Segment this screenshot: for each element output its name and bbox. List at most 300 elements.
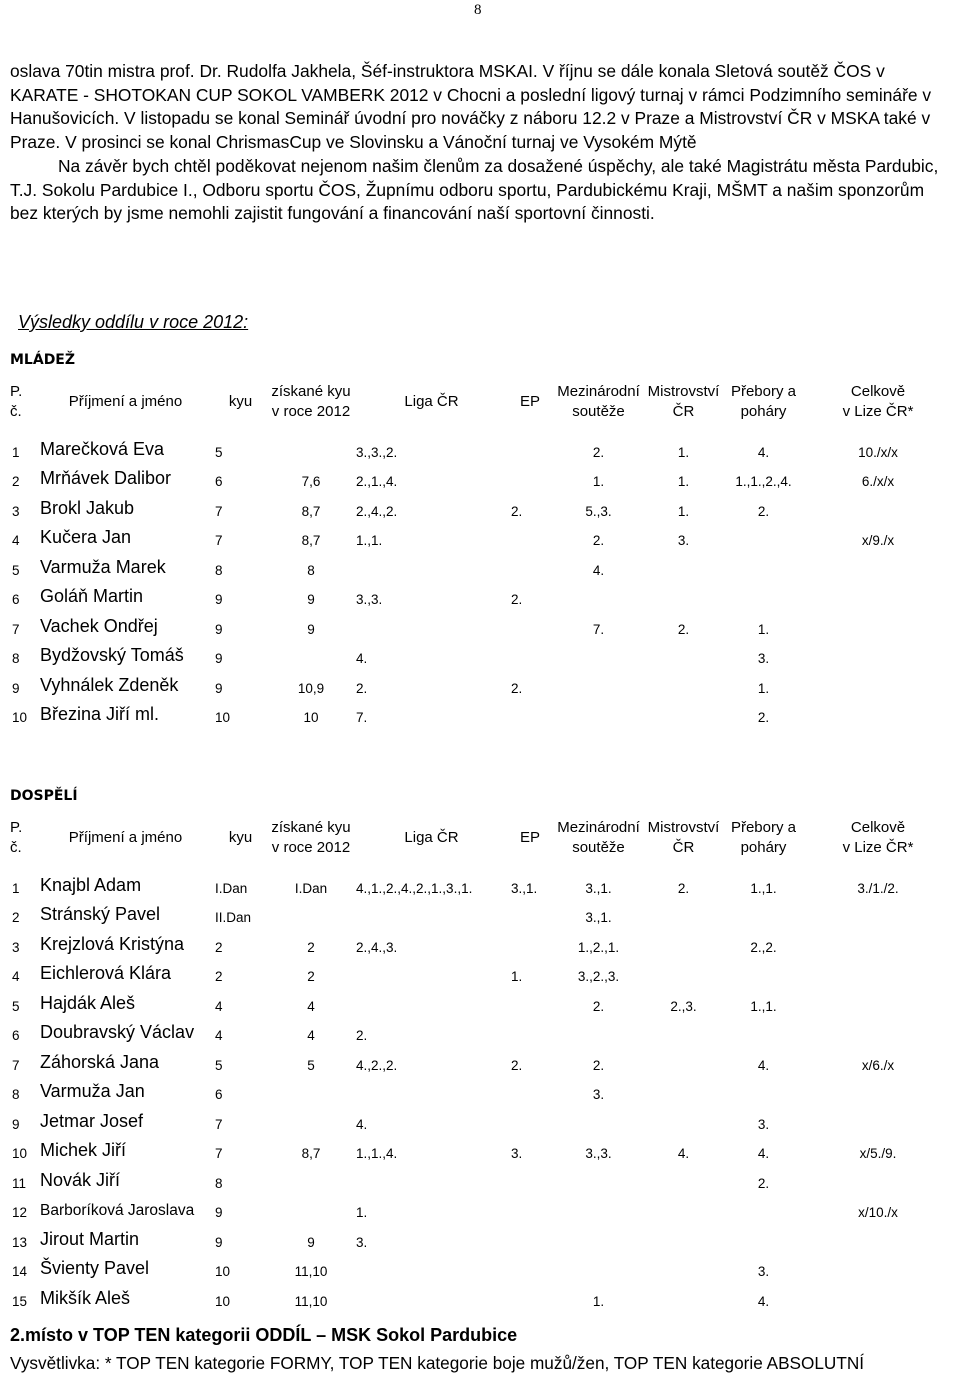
col-header-line-1: Mezinárodní [557, 383, 640, 400]
cell-mistrovstvi [646, 1191, 721, 1221]
cell-cislo: 14 [12, 1264, 28, 1279]
table-row [10, 1014, 950, 1044]
cell-mezinarodni: 2. [592, 998, 605, 1014]
table-row [10, 1073, 950, 1103]
col-header-mezinarodni [551, 810, 646, 866]
cell-kyu: 6 [215, 474, 223, 489]
cell-jmeno: Knajbl Adam [40, 874, 142, 895]
cell-ep [509, 430, 551, 460]
cell-celkove [806, 696, 950, 726]
cell-liga: 3.,3. [356, 592, 383, 607]
cell-celkove [806, 896, 950, 926]
cell-ziskane-kyu: 2 [307, 939, 315, 955]
cell-mistrovstvi [646, 578, 721, 608]
cell-celkove [806, 1250, 950, 1280]
cell-liga: 1. [356, 1205, 368, 1220]
cell-ziskane-kyu [268, 430, 354, 460]
cell-prebory: 1. [757, 621, 770, 637]
col-header-ep [509, 374, 551, 430]
cell-mistrovstvi: 1. [677, 474, 690, 489]
footnote: Vysvětlivka: * TOP TEN kategorie FORMY, TOP TEN kategorie boje mužů/žen, TOP TEN kategorie ABSOLUTNÍ [10, 1353, 865, 1373]
cell-celkove [806, 578, 950, 608]
col-header-cislo [10, 810, 38, 866]
col-header-line-1: Přebory a [730, 819, 797, 836]
col-header-line-1: Liga ČR [404, 393, 459, 410]
cell-celkove [806, 1102, 950, 1132]
cell-kyu: 7 [215, 503, 223, 519]
cell-mistrovstvi [646, 1279, 721, 1309]
intro-text [10, 60, 945, 226]
table-row [10, 1220, 950, 1250]
cell-celkove [806, 1073, 950, 1103]
cell-ziskane-kyu: 10 [303, 710, 319, 725]
cell-kyu: 9 [215, 1234, 223, 1250]
cell-ziskane-kyu: 11,10 [294, 1293, 328, 1309]
cell-prebory [721, 1073, 806, 1103]
cell-liga: 2.,1.,4. [356, 474, 398, 489]
cell-celkove [806, 1014, 950, 1044]
cell-jmeno: Marečková Eva [40, 438, 165, 459]
cell-mistrovstvi: 3. [677, 533, 690, 548]
cell-celkove: x/6./x [861, 1057, 895, 1073]
cell-jmeno: Jirout Martin [40, 1228, 140, 1249]
cell-mistrovstvi: 2. [677, 621, 690, 637]
cell-kyu: 5 [215, 444, 223, 460]
cell-mezinarodni: 1. [592, 474, 605, 489]
cell-ep [509, 925, 551, 955]
col-header-line-2: poháry [740, 403, 787, 420]
col-header-line-1: získané kyu [271, 383, 351, 400]
col-header-line-1: Mistrovství [647, 383, 720, 400]
cell-mezinarodni [551, 1191, 646, 1221]
cell-mezinarodni [551, 578, 646, 608]
cell-prebory: 1. [757, 680, 770, 696]
cell-ziskane-kyu: 9 [307, 621, 315, 637]
cell-ep [509, 548, 551, 578]
cell-prebory [721, 548, 806, 578]
table-row [10, 666, 950, 696]
cell-cislo: 4 [12, 533, 20, 548]
cell-liga: 4. [356, 1116, 368, 1132]
cell-liga: 2.,4.,2. [356, 503, 398, 519]
cell-jmeno: Vachek Ondřej [40, 615, 158, 636]
cell-mezinarodni [551, 637, 646, 667]
cell-ep [509, 1279, 551, 1309]
cell-cislo: 5 [12, 562, 20, 578]
cell-liga: 3.,3.,2. [356, 444, 398, 460]
cell-mistrovstvi [646, 696, 721, 726]
results-title: Výsledky oddílu v roce 2012: [18, 312, 249, 332]
cell-mezinarodni [551, 1220, 646, 1250]
cell-mezinarodni [551, 666, 646, 696]
col-header-line-1: Mezinárodní [557, 819, 640, 836]
cell-celkove [806, 1161, 950, 1191]
cell-mistrovstvi [646, 637, 721, 667]
cell-cislo: 10 [12, 1146, 28, 1161]
cell-mezinarodni: 3.,3. [585, 1146, 612, 1161]
cell-kyu: 5 [215, 1057, 223, 1073]
cell-mistrovstvi [646, 1014, 721, 1044]
cell-kyu: 2 [215, 939, 223, 955]
col-header-line-2: v roce 2012 [271, 403, 351, 420]
cell-mezinarodni: 5.,3. [585, 503, 612, 519]
cell-ziskane-kyu: 5 [307, 1057, 315, 1073]
cell-kyu: 9 [215, 592, 223, 607]
col-header-line-1: Příjmení a jméno [68, 393, 183, 410]
cell-ziskane-kyu [268, 896, 354, 926]
cell-jmeno: Vyhnálek Zdeněk [40, 674, 179, 695]
cell-liga [354, 955, 509, 985]
table-row [10, 607, 950, 637]
table-row [10, 896, 950, 926]
cell-cislo: 1 [12, 880, 20, 896]
cell-ep: 3.,1. [511, 880, 538, 896]
cell-cislo: 13 [12, 1234, 28, 1250]
cell-celkove [806, 666, 950, 696]
cell-cislo: 8 [12, 1087, 20, 1102]
cell-prebory: 4. [757, 1057, 770, 1073]
cell-jmeno: Mrňávek Dalibor [40, 468, 172, 488]
cell-ziskane-kyu: 8 [307, 562, 315, 578]
adults-results-table [10, 810, 950, 1309]
cell-cislo: 3 [12, 939, 20, 955]
cell-prebory [721, 955, 806, 985]
cell-celkove [806, 637, 950, 667]
col-header-line-1: získané kyu [271, 819, 351, 836]
table-row [10, 1043, 950, 1073]
table-row [10, 460, 950, 490]
cell-jmeno: Hajdák Aleš [40, 992, 136, 1013]
cell-cislo: 6 [12, 592, 20, 607]
cell-prebory: 4. [757, 1146, 770, 1161]
cell-mezinarodni: 3.,1. [585, 880, 612, 896]
cell-mezinarodni: 3.,2.,3. [577, 969, 620, 984]
cell-mezinarodni: 2. [592, 444, 605, 460]
cell-ep [509, 1014, 551, 1044]
cell-liga: 2.,4.,3. [356, 939, 398, 955]
cell-ziskane-kyu: 4 [307, 998, 315, 1014]
cell-mezinarodni: 2. [592, 1057, 605, 1073]
cell-jmeno: Krejzlová Kristýna [40, 933, 185, 954]
cell-kyu: 10 [215, 1264, 231, 1279]
cell-kyu: 7 [215, 533, 223, 548]
col-header-line-2: č. [10, 403, 22, 420]
cell-ep [509, 896, 551, 926]
cell-prebory: 3. [757, 1264, 770, 1279]
cell-mezinarodni: 1.,2.,1. [577, 939, 620, 955]
cell-ziskane-kyu: 7,6 [301, 474, 321, 489]
cell-jmeno: Eichlerová Klára [40, 963, 172, 983]
cell-jmeno: Švienty Pavel [40, 1258, 150, 1278]
cell-ep [509, 1161, 551, 1191]
cell-prebory: 4. [757, 444, 770, 460]
cell-kyu: 7 [215, 1116, 223, 1132]
cell-prebory [721, 1220, 806, 1250]
cell-cislo: 3 [12, 503, 20, 519]
cell-kyu: 6 [215, 1087, 223, 1102]
cell-ep [509, 637, 551, 667]
cell-jmeno: Bydžovský Tomáš [40, 645, 184, 665]
adults-label: DOSPĚLÍ [10, 788, 78, 804]
cell-ziskane-kyu: 8,7 [301, 533, 321, 548]
cell-cislo: 8 [12, 651, 20, 666]
header-row [10, 374, 950, 430]
cell-cislo: 10 [12, 710, 28, 725]
col-header-line-2: poháry [740, 839, 787, 856]
cell-kyu: 4 [215, 1028, 223, 1043]
cell-celkove [806, 1279, 950, 1309]
col-header-line-2: soutěže [572, 403, 625, 420]
cell-mistrovstvi [646, 548, 721, 578]
cell-liga: 2. [356, 1028, 368, 1043]
cell-jmeno: Varmuža Marek [40, 556, 166, 577]
cell-ep [509, 1102, 551, 1132]
cell-ziskane-kyu [268, 1102, 354, 1132]
col-header-line-1: Celkově [850, 383, 906, 400]
col-header-ziskane-kyu [268, 810, 354, 866]
cell-ziskane-kyu: 8,7 [301, 1146, 321, 1161]
cell-mezinarodni: 2. [592, 533, 605, 548]
cell-mistrovstvi [646, 1043, 721, 1073]
cell-mezinarodni: 3.,1. [585, 910, 612, 925]
cell-celkove [806, 489, 950, 519]
table-row [10, 696, 950, 726]
cell-ziskane-kyu: 9 [307, 1234, 315, 1250]
cell-liga: 4.,1.,2.,4.,2.,1.,3.,1. [356, 880, 473, 896]
cell-mistrovstvi: 1. [677, 444, 690, 460]
cell-ziskane-kyu [268, 1161, 354, 1191]
table-row [10, 1191, 950, 1221]
cell-prebory [721, 1191, 806, 1221]
cell-jmeno: Doubravský Václav [40, 1022, 195, 1042]
cell-ziskane-kyu [268, 1191, 354, 1221]
cell-cislo: 4 [12, 969, 20, 984]
table-row [10, 548, 950, 578]
cell-liga: 1.,1. [356, 533, 383, 548]
cell-prebory: 2.,2. [750, 939, 777, 955]
cell-liga: 1.,1.,4. [356, 1146, 398, 1161]
cell-liga [354, 1250, 509, 1280]
cell-kyu: 8 [215, 1175, 223, 1191]
col-header-line-2: č. [10, 839, 22, 856]
col-header-kyu [213, 810, 268, 866]
cell-celkove: 10./x/x [858, 444, 898, 460]
col-header-mezinarodni [551, 374, 646, 430]
col-header-line-1: Liga ČR [404, 829, 459, 846]
cell-prebory [721, 896, 806, 926]
cell-ep: 3. [511, 1146, 523, 1161]
cell-kyu: 2 [215, 969, 223, 984]
cell-cislo: 9 [12, 1116, 20, 1132]
cell-liga: 3. [356, 1234, 368, 1250]
cell-mezinarodni [551, 1014, 646, 1044]
cell-celkove [806, 955, 950, 985]
cell-ep: 2. [511, 680, 523, 696]
cell-prebory: 1.,1.,2.,4. [735, 474, 792, 489]
col-header-line-2: soutěže [572, 839, 625, 856]
cell-cislo: 15 [12, 1293, 28, 1309]
table-row [10, 1161, 950, 1191]
cell-jmeno: Březina Jiří ml. [40, 704, 160, 724]
table-row [10, 1250, 950, 1280]
cell-celkove [806, 925, 950, 955]
cell-cislo: 2 [12, 910, 20, 925]
cell-cislo: 5 [12, 998, 20, 1014]
cell-cislo: 2 [12, 474, 20, 489]
cell-ziskane-kyu: I.Dan [294, 880, 328, 896]
cell-kyu: 8 [215, 562, 223, 578]
cell-cislo: 6 [12, 1028, 20, 1043]
cell-prebory: 2. [757, 1175, 770, 1191]
col-header-line-1: Příjmení a jméno [68, 829, 183, 846]
page-number: 8 [474, 2, 482, 18]
table-row [10, 519, 950, 549]
table-row [10, 984, 950, 1014]
table-row [10, 925, 950, 955]
cell-mezinarodni: 7. [592, 621, 605, 637]
col-header-ziskane-kyu [268, 374, 354, 430]
cell-prebory: 1.,1. [750, 998, 777, 1014]
cell-prebory: 2. [757, 503, 770, 519]
cell-celkove: x/10./x [858, 1205, 898, 1220]
cell-mezinarodni [551, 1161, 646, 1191]
cell-liga: 4.,2.,2. [356, 1057, 398, 1073]
cell-cislo: 12 [12, 1205, 28, 1220]
cell-liga [354, 896, 509, 926]
col-header-jmeno [38, 374, 213, 430]
cell-liga [354, 984, 509, 1014]
col-header-line-2: v Lize ČR* [842, 403, 914, 420]
cell-ep [509, 1220, 551, 1250]
cell-prebory: 4. [757, 1293, 770, 1309]
cell-prebory [721, 1014, 806, 1044]
cell-celkove: x/5./9. [859, 1146, 897, 1161]
cell-ep: 2. [511, 1057, 523, 1073]
cell-jmeno: Barboríková Jaroslava [40, 1202, 195, 1219]
cell-liga: 4. [356, 651, 368, 666]
col-header-line-1: EP [519, 393, 540, 410]
cell-mistrovstvi: 1. [677, 503, 690, 519]
team-ranking-note: 2.místo v TOP TEN kategorii ODDÍL – MSK Sokol Pardubice [10, 1325, 518, 1345]
cell-mistrovstvi [646, 896, 721, 926]
cell-cislo: 11 [12, 1175, 27, 1191]
table-row [10, 489, 950, 519]
cell-cislo: 9 [12, 680, 20, 696]
cell-mezinarodni: 1. [592, 1293, 605, 1309]
cell-liga: 7. [356, 710, 368, 725]
col-header-liga [354, 374, 509, 430]
youth-results-table [10, 374, 950, 725]
cell-celkove [806, 607, 950, 637]
cell-cislo: 7 [12, 1057, 20, 1073]
cell-jmeno: Novák Jiří [40, 1169, 121, 1190]
cell-ziskane-kyu: 4 [307, 1028, 315, 1043]
cell-liga [354, 1161, 509, 1191]
cell-jmeno: Goláň Martin [40, 586, 144, 606]
col-header-line-1: P. [10, 819, 23, 836]
cell-ep: 1. [511, 969, 523, 984]
table-row [10, 866, 950, 896]
cell-kyu: II.Dan [215, 910, 252, 925]
cell-celkove: 3./1./2. [857, 880, 899, 896]
cell-mistrovstvi [646, 1220, 721, 1250]
col-header-kyu [213, 374, 268, 430]
col-header-line-2: ČR [672, 403, 695, 420]
col-header-line-1: Celkově [850, 819, 906, 836]
col-header-celkove [806, 810, 950, 866]
cell-mezinarodni: 4. [592, 562, 605, 578]
cell-liga [354, 607, 509, 637]
cell-ziskane-kyu [268, 637, 354, 667]
cell-ziskane-kyu: 11,10 [294, 1264, 328, 1279]
table-row [10, 955, 950, 985]
cell-prebory: 3. [757, 1116, 770, 1132]
header-row [10, 810, 950, 866]
cell-kyu: 9 [215, 621, 223, 637]
col-header-line-1: kyu [228, 393, 253, 410]
cell-mistrovstvi [646, 1161, 721, 1191]
cell-ziskane-kyu: 10,9 [297, 680, 325, 696]
col-header-line-1: Přebory a [730, 383, 797, 400]
cell-cislo: 7 [12, 621, 20, 637]
cell-mezinarodni [551, 696, 646, 726]
cell-ziskane-kyu: 9 [307, 592, 315, 607]
cell-mistrovstvi [646, 925, 721, 955]
cell-ep [509, 460, 551, 490]
cell-kyu: 10 [215, 710, 231, 725]
cell-jmeno: Kučera Jan [40, 527, 132, 547]
cell-mistrovstvi [646, 666, 721, 696]
cell-ep: 2. [511, 592, 523, 607]
col-header-cislo [10, 374, 38, 430]
cell-liga [354, 1073, 509, 1103]
cell-ep [509, 984, 551, 1014]
cell-ep [509, 1191, 551, 1221]
youth-label: MLÁDEŽ [10, 352, 76, 368]
col-header-line-2: v roce 2012 [271, 839, 351, 856]
col-header-line-1: P. [10, 383, 23, 400]
cell-prebory: 1.,1. [750, 880, 777, 896]
table-row [10, 1102, 950, 1132]
cell-mezinarodni [551, 1102, 646, 1132]
cell-ziskane-kyu [268, 1073, 354, 1103]
cell-celkove: 6./x/x [861, 474, 895, 489]
col-header-liga [354, 810, 509, 866]
cell-ep: 2. [511, 503, 523, 519]
cell-kyu: 10 [215, 1293, 231, 1309]
cell-ep [509, 696, 551, 726]
cell-kyu: 9 [215, 1205, 223, 1220]
cell-mezinarodni [551, 1250, 646, 1280]
cell-jmeno: Jetmar Josef [40, 1110, 144, 1131]
cell-mistrovstvi [646, 1250, 721, 1280]
cell-mistrovstvi: 4. [677, 1146, 690, 1161]
cell-ep [509, 607, 551, 637]
table-row [10, 430, 950, 460]
col-header-line-1: Mistrovství [647, 819, 720, 836]
col-header-jmeno [38, 810, 213, 866]
col-header-mistrovstvi [646, 810, 721, 866]
cell-liga: 2. [356, 680, 368, 696]
cell-mistrovstvi: 2. [677, 880, 690, 896]
cell-jmeno: Záhorská Jana [40, 1051, 160, 1072]
cell-mistrovstvi [646, 1102, 721, 1132]
cell-celkove [806, 548, 950, 578]
cell-kyu: 7 [215, 1146, 223, 1161]
cell-kyu: I.Dan [215, 880, 248, 896]
cell-cislo: 1 [12, 444, 20, 460]
table-row [10, 578, 950, 608]
